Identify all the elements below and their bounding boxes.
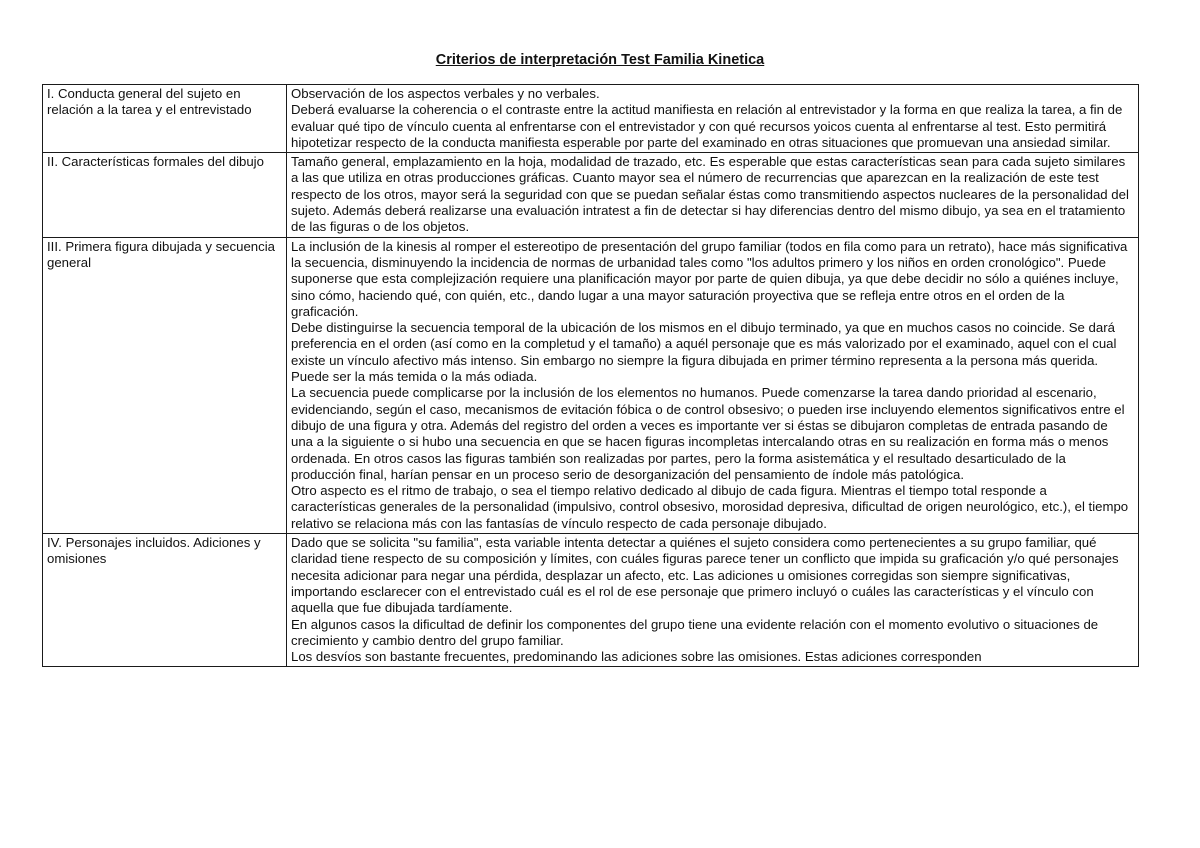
paragraph: Dado que se solicita "su familia", esta variable intenta detectar a quiénes el sujeto considera como pertenecientes a su grupo familiar, qué claridad tiene respecto de su composición y límites, con cuáles figuras parece tener un conflicto que impida su graficación y/o qué personajes necesita adicionar para negar una pérdida, desplazar un afecto, etc. Las adiciones u omisiones corregidas son siempre significativas, importando esclarecer con el entrevistado cuál es el rol de ese personaje que primero incluyó o cuáles las características y el vínculo con aquella que fue dibujada tardíamente. bbox=[291, 535, 1119, 616]
criterion-heading: III. Primera figura dibujada y secuencia general bbox=[43, 237, 287, 533]
paragraph: Observación de los aspectos verbales y no verbales. bbox=[291, 86, 600, 101]
table-row bbox=[43, 153, 1139, 237]
paragraph: Deberá evaluarse la coherencia o el contraste entre la actitud manifiesta en relación al entrevistador y la forma en que realiza la tarea, a fin de evaluar qué tipo de vínculo cuenta al enfrentarse con el entrevistador y con qué recursos yoicos cuenta al enfrentarse al test. Esto permitirá hipotetizar respecto de la conducta manifiesta esperable por parte del examinado en otras situaciones que promuevan una ansiedad similar. bbox=[291, 102, 1123, 150]
criterion-description bbox=[287, 153, 1139, 237]
criterion-description bbox=[287, 85, 1139, 153]
paragraph: Debe distinguirse la secuencia temporal de la ubicación de los mismos en el dibujo terminado, ya que en muchos casos no coincide. Se dará preferencia en el orden (así como en la completud y el tamaño) a aquél personaje que es más valorizado por el examinado, aquel con el cual existe un vínculo afectivo más intenso. Sin embargo no siempre la figura dibujada en primer término representa a la persona más querida. Puede ser la más temida o la más odiada. bbox=[291, 320, 1117, 385]
paragraph: La secuencia puede complicarse por la inclusión de los elementos no humanos. Puede comenzarse la tarea dando prioridad al escenario, evidenciando, según el caso, mecanismos de evitación fóbica o de control obsesivo; o pueden irse incluyendo elementos significativos entre el dibujo de una figura y otra. Además del registro del orden a veces es importante ver si éstas se dibujaron completas de entrada pasando de una a la siguiente o si hubo una secuencia en que se hacen figuras incompletas intercalando otras en su realización en forma más o menos ordenada. En otros casos las figuras también son realizadas por partes, pero la forma asistemática y el resultado desarticulado de la producción final, harían pensar en un proceso serio de desorganización del pensamiento de índole más patológica. bbox=[291, 385, 1125, 482]
paragraph: Los desvíos son bastante frecuentes, predominando las adiciones sobre las omisiones. Estas adiciones corresponden bbox=[291, 649, 982, 665]
criterion-heading: I. Conducta general del sujeto en relación a la tarea y el entrevistado bbox=[43, 85, 287, 153]
criterion-heading: IV. Personajes incluidos. Adiciones y omisiones bbox=[43, 534, 287, 667]
criterion-description bbox=[287, 237, 1139, 533]
paragraph: En algunos casos la dificultad de definir los componentes del grupo tiene una evidente relación con el momento evolutivo o situaciones de crecimiento y cambio dentro del grupo familiar. bbox=[291, 616, 1099, 648]
criterion-heading: II. Características formales del dibujo bbox=[43, 153, 287, 237]
table-row bbox=[43, 85, 1139, 153]
paragraph: La inclusión de la kinesis al romper el estereotipo de presentación del grupo familiar (todos en fila como para un retrato), hace más significativa la secuencia, disminuyendo la incidencia de normas de urbanidad tales como "los adultos primero y los niños en orden cronológico". Puede suponerse que esta complejización requiere una planificación mayor por parte de quien dibuja, ya que debe decidir no sólo a quiénes incluye, sino cómo, haciendo qué, con quién, etc., dando lugar a una mayor saturación proyectiva que se refleja entre otros en el orden de la graficación. bbox=[291, 238, 1128, 319]
table-row bbox=[43, 534, 1139, 667]
document-title: Criterios de interpretación Test Familia Kinetica bbox=[435, 52, 765, 68]
criterion-description bbox=[287, 534, 1139, 667]
paragraph: Tamaño general, emplazamiento en la hoja, modalidad de trazado, etc. Es esperable que estas características sean para cada sujeto similares a las que utiliza en otras producciones gráficas. Cuanto mayor sea el número de recurrencias que aparezcan en la realización de este test respecto de los otros, mayor será la seguridad con que se puedan señalar éstas como transmitiendo aspectos nucleares de la personalidad del sujeto. Además deberá realizarse una evaluación intratest a fin de detectar si hay diferencias dentro del mismo dibujo, ya sea en el tratamiento de las figuras o de los objetos. bbox=[291, 154, 1129, 235]
table-row bbox=[43, 237, 1139, 533]
paragraph: Otro aspecto es el ritmo de trabajo, o sea el tiempo relativo dedicado al dibujo de cada figura. Mientras el tiempo total responde a características generales de la personalidad (impulsivo, control obsesivo, morosidad depresiva, dificultad de origen neurológico, etc.), el tiempo relativo se relaciona más con las fantasías de vínculo respecto de cada personaje dibujado. bbox=[291, 483, 1129, 531]
criteria-table bbox=[42, 84, 1139, 667]
